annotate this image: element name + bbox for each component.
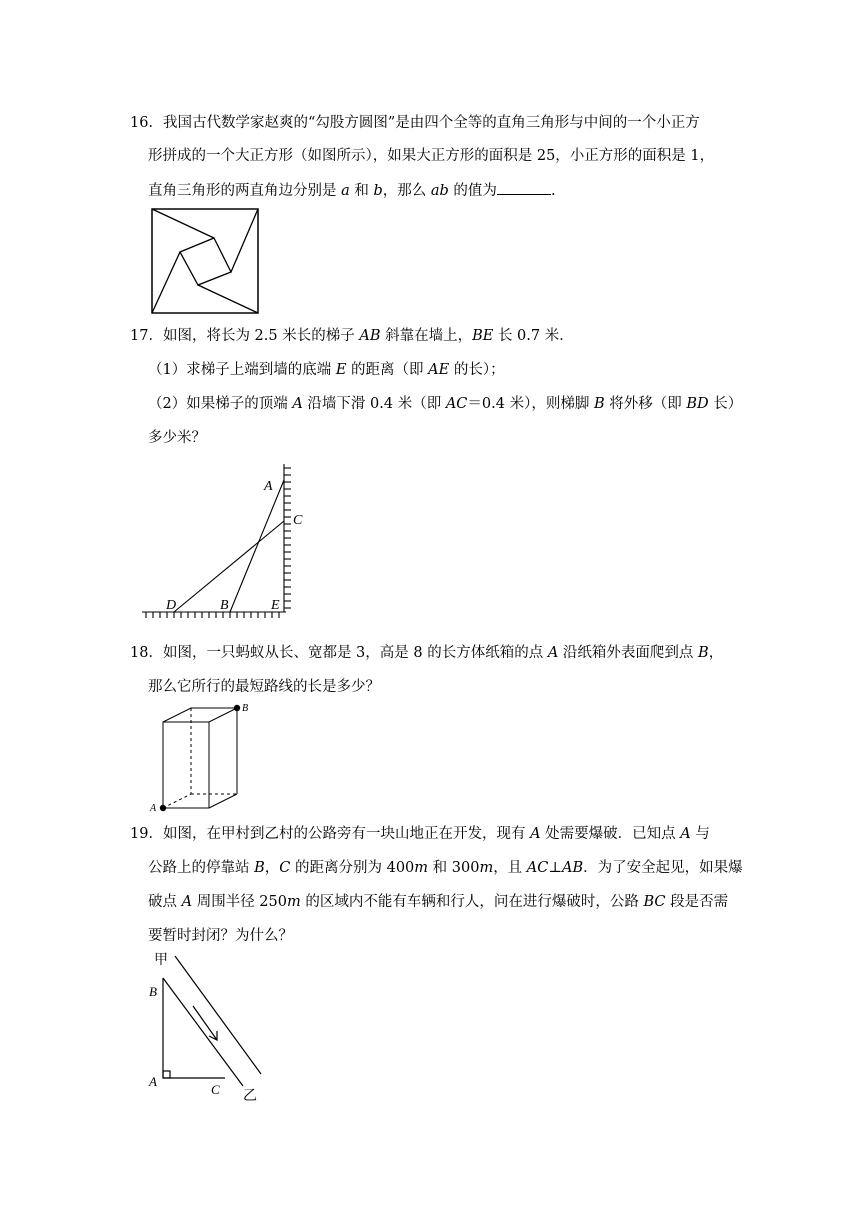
q19-line-4 — [148, 926, 293, 946]
q17-var-b: B — [593, 396, 605, 412]
q17-ladder-cd — [174, 521, 284, 612]
q16-text-mid: ，那么 — [382, 183, 431, 199]
q17-ladder-ab — [230, 480, 284, 612]
q19-perp: AC⊥AB — [526, 860, 584, 876]
q19-var-bc: BC — [643, 894, 666, 910]
q16-inner-square — [180, 238, 231, 285]
q17-label-d: D — [166, 598, 177, 613]
q17-label-a: A — [264, 479, 273, 494]
q17-var-bd: BD — [686, 396, 709, 412]
q19-var-a3: A — [181, 894, 193, 910]
q18-bottom-right-edge — [209, 794, 237, 808]
q19-figure — [145, 948, 270, 1108]
q19-text-4: 要暂时封闭？为什么？ — [148, 928, 293, 944]
q17-var-ab: AB — [359, 328, 381, 344]
q19-text-2b: 的距离分别为 400 — [290, 860, 415, 876]
q16-line-4 — [152, 252, 180, 313]
q17-sub2-c: ＝0.4 米），则梯脚 — [467, 396, 594, 412]
q19-text-2d: ，且 — [493, 860, 527, 876]
q19-text-2e: ．为了安全起见，如果爆 — [583, 860, 743, 876]
q17-var-a: A — [292, 396, 303, 412]
q18-var-a: A — [547, 645, 559, 661]
q16-outer-outline — [152, 209, 258, 313]
q16-line-2 — [148, 146, 714, 166]
q19-text-2a: 公路上的停靠站 — [148, 860, 255, 876]
q18-hidden-left — [163, 794, 191, 808]
q19-unit-2: m — [479, 860, 494, 876]
q17-sub-2-cont — [148, 428, 206, 448]
q18-line-1 — [130, 643, 723, 663]
q19-var-c: C — [279, 860, 291, 876]
q17-line-1 — [130, 326, 574, 346]
q19-text-1c: 与 — [690, 826, 710, 842]
q16-line-1 — [130, 113, 700, 133]
q18-label-a: A — [150, 803, 157, 814]
q17-text-1a: 17．如图，将长为 2.5 米长的梯子 — [130, 328, 360, 344]
q16-var-ab: ab — [430, 183, 449, 199]
q18-text-1c: ， — [708, 645, 724, 661]
q17-sub2-d: 将外移（即 — [604, 396, 687, 412]
q19-comma: ， — [264, 860, 280, 876]
q19-label-jia: 甲 — [154, 953, 168, 968]
q19-text-3b: 周围半径 250 — [192, 894, 287, 910]
q18-text-2: 那么它所行的最短路线的长是多少？ — [148, 679, 380, 695]
q19-line-1 — [130, 824, 710, 844]
q17-text-1c: 长 0.7 米． — [493, 328, 574, 344]
q19-unit-3: m — [287, 894, 301, 910]
q17-sub2-line2: 多少米？ — [148, 430, 206, 446]
q17-var-e: E — [335, 362, 347, 378]
q16-text-1: 16．我国古代数学家赵爽的“勾股方圆图”是由四个全等的直角三角形与中间的一个小正方 — [130, 115, 700, 131]
q18-text-1b: 沿纸箱外表面爬到点 — [558, 645, 699, 661]
q19-label-b: B — [149, 984, 157, 999]
q16-var-a: a — [341, 183, 350, 199]
q16-line-2 — [231, 209, 258, 272]
q19-text-2c: 和 300 — [428, 860, 480, 876]
q17-var-be: BE — [472, 328, 494, 344]
q19-line-3 — [148, 892, 728, 912]
q19-text-3a: 破点 — [148, 894, 182, 910]
q18-line-2 — [148, 677, 380, 697]
q17-text-1b: 斜靠在墙上， — [380, 328, 473, 344]
q19-var-a1: A — [530, 826, 541, 842]
q17-label-e: E — [271, 598, 280, 613]
q19-text-3c: 的区域内不能有车辆和行人，问在进行爆破时，公路 — [300, 894, 644, 910]
q16-period: . — [550, 183, 556, 199]
q17-sub1-a: （1）求梯子上端到墙的底端 — [148, 362, 336, 378]
q17-sub2-e: 长） — [708, 396, 743, 412]
q17-sub-2 — [148, 394, 742, 414]
q17-sub2-b: 沿墙下滑 0.4 米（即 — [302, 396, 446, 412]
q19-text-1a: 19．如图，在甲村到乙村的公路旁有一块山地正在开发，现有 — [130, 826, 531, 842]
q17-var-ae: AE — [428, 362, 450, 378]
q17-label-b: B — [220, 598, 229, 613]
q18-text-1a: 18．如图，一只蚂蚁从长、宽都是 3，高是 8 的长方体纸箱的点 — [130, 645, 548, 661]
q19-unit-1: m — [414, 860, 429, 876]
q18-var-b: B — [698, 645, 709, 661]
q16-text-3b: 的值为 — [448, 183, 497, 199]
q16-line-1 — [152, 209, 214, 238]
q19-right-angle — [163, 1071, 170, 1078]
q19-road-far — [175, 956, 261, 1074]
q17-sub2-a: （2）如果梯子的顶端 — [148, 396, 293, 412]
q16-answer-blank[interactable] — [497, 180, 551, 195]
q17-sub1-c: 的长）； — [449, 362, 505, 378]
q16-text-and: 和 — [349, 183, 374, 199]
q17-sub1-b: 的距离（即 — [346, 362, 429, 378]
q16-var-b: b — [373, 183, 383, 199]
q19-label-a: A — [149, 1074, 157, 1089]
q18-point-b — [234, 705, 240, 711]
q18-point-a — [160, 805, 166, 811]
q17-sub-1 — [148, 360, 505, 380]
q19-line-2 — [148, 858, 743, 878]
q16-line-3 — [148, 180, 556, 201]
q19-label-yi: 乙 — [243, 1089, 257, 1104]
q16-text-2: 形拼成的一个大正方形（如图所示），如果大正方形的面积是 25，小正方形的面积是 1， — [148, 148, 715, 164]
q19-var-a2: A — [680, 826, 691, 842]
q17-wall-hatching — [284, 468, 291, 608]
q17-var-ac: AC — [445, 396, 468, 412]
q16-figure — [150, 207, 262, 315]
q18-front-face — [163, 722, 209, 808]
q19-var-b: B — [254, 860, 265, 876]
q17-figure — [140, 460, 310, 620]
q18-figure — [145, 700, 260, 815]
q19-label-c: C — [211, 1082, 220, 1097]
q18-top-face — [163, 708, 237, 722]
q17-label-c: C — [293, 513, 303, 528]
q16-outer-square — [152, 209, 258, 313]
q16-text-3a: 直角三角形的两直角边分别是 — [148, 183, 342, 199]
q19-text-1b: 处需要爆破．已知点 — [540, 826, 681, 842]
q16-line-3 — [198, 285, 258, 313]
q18-label-b: B — [242, 703, 249, 714]
q19-text-3d: 段是否需 — [665, 894, 729, 910]
